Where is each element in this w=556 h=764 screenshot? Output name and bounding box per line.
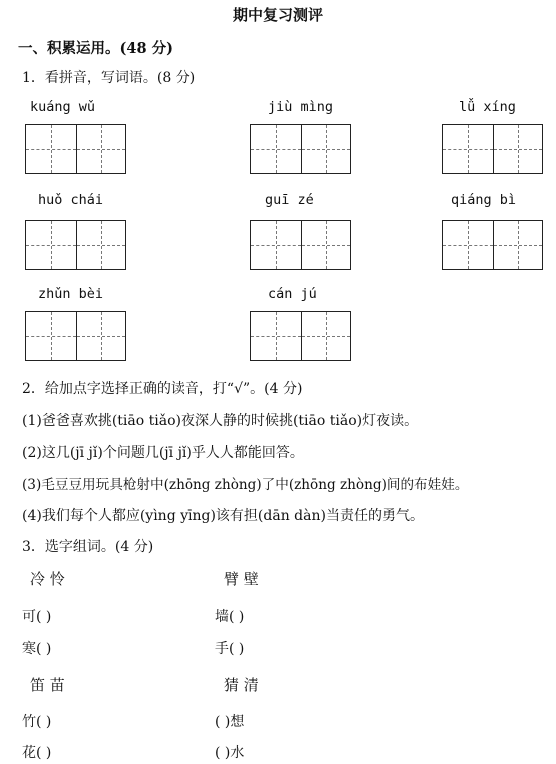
pronunciation-item: (4)我们每个人都应(yìng yīng)该有担(dān dàn)当责任的勇气。 [22, 508, 424, 524]
pinyin-label: kuáng wǔ [30, 99, 96, 115]
section-heading: 一、积累运用。(48 分) [18, 40, 173, 57]
grid-cell[interactable] [251, 125, 301, 173]
pinyin-label: zhǔn bèi [38, 286, 104, 302]
grid-cell[interactable] [443, 125, 493, 173]
grid-cell[interactable] [76, 125, 126, 173]
pronunciation-item: (3)毛豆豆用玩具枪射中(zhōng zhòng)了中(zhōng zhòng)间的布娃娃。 [22, 477, 469, 493]
grid-cell[interactable] [443, 221, 493, 269]
question-3-heading: 3．选字组词。(4 分) [22, 539, 154, 555]
grid-cell[interactable] [26, 312, 76, 360]
pronunciation-item: (1)爸爸喜欢挑(tiāo tiǎo)夜深人静的时候挑(tiāo tiǎo)灯夜读。 [22, 413, 419, 429]
grid-cell[interactable] [26, 125, 76, 173]
char-choice: 猜 清 [224, 676, 259, 694]
grid-cell[interactable] [251, 312, 301, 360]
pronunciation-item: (2)这几(jī jǐ)个问题几(jī jǐ)乎人人都能回答。 [22, 445, 304, 461]
writing-grid[interactable] [250, 311, 351, 361]
pinyin-label: jiù mìng [268, 99, 334, 115]
word-blank[interactable]: 手( ) [215, 641, 245, 657]
char-choice: 笛 苗 [30, 676, 65, 694]
writing-grid[interactable] [250, 220, 351, 270]
grid-cell[interactable] [26, 221, 76, 269]
grid-cell[interactable] [301, 312, 351, 360]
pinyin-label: lǚ xíng [459, 99, 516, 115]
pinyin-label: qiáng bì [451, 192, 517, 208]
page-title: 期中复习测评 [232, 6, 323, 24]
char-choice: 冷 怜 [30, 570, 65, 588]
char-choice: 臂 壁 [224, 570, 259, 588]
word-blank[interactable]: 竹( ) [22, 714, 52, 730]
word-blank[interactable]: ( )想 [215, 714, 245, 730]
word-blank[interactable]: 寒( ) [22, 641, 52, 657]
word-blank[interactable]: 墙( ) [215, 609, 245, 625]
grid-cell[interactable] [493, 221, 543, 269]
word-blank[interactable]: 可( ) [22, 609, 52, 625]
question-2-heading: 2．给加点字选择正确的读音，打“√”。(4 分) [22, 381, 303, 397]
writing-grid[interactable] [442, 124, 543, 174]
pinyin-label: guī zé [265, 192, 314, 208]
grid-cell[interactable] [76, 312, 126, 360]
pinyin-label: cán jú [268, 286, 317, 302]
writing-grid[interactable] [25, 124, 126, 174]
grid-cell[interactable] [493, 125, 543, 173]
grid-cell[interactable] [251, 221, 301, 269]
grid-cell[interactable] [76, 221, 126, 269]
pinyin-label: huǒ chái [38, 192, 104, 208]
grid-cell[interactable] [301, 125, 351, 173]
writing-grid[interactable] [25, 311, 126, 361]
writing-grid[interactable] [442, 220, 543, 270]
word-blank[interactable]: ( )水 [215, 745, 245, 761]
question-1-heading: 1．看拼音，写词语。(8 分) [22, 70, 196, 86]
writing-grid[interactable] [25, 220, 126, 270]
writing-grid[interactable] [250, 124, 351, 174]
grid-cell[interactable] [301, 221, 351, 269]
word-blank[interactable]: 花( ) [22, 745, 52, 761]
